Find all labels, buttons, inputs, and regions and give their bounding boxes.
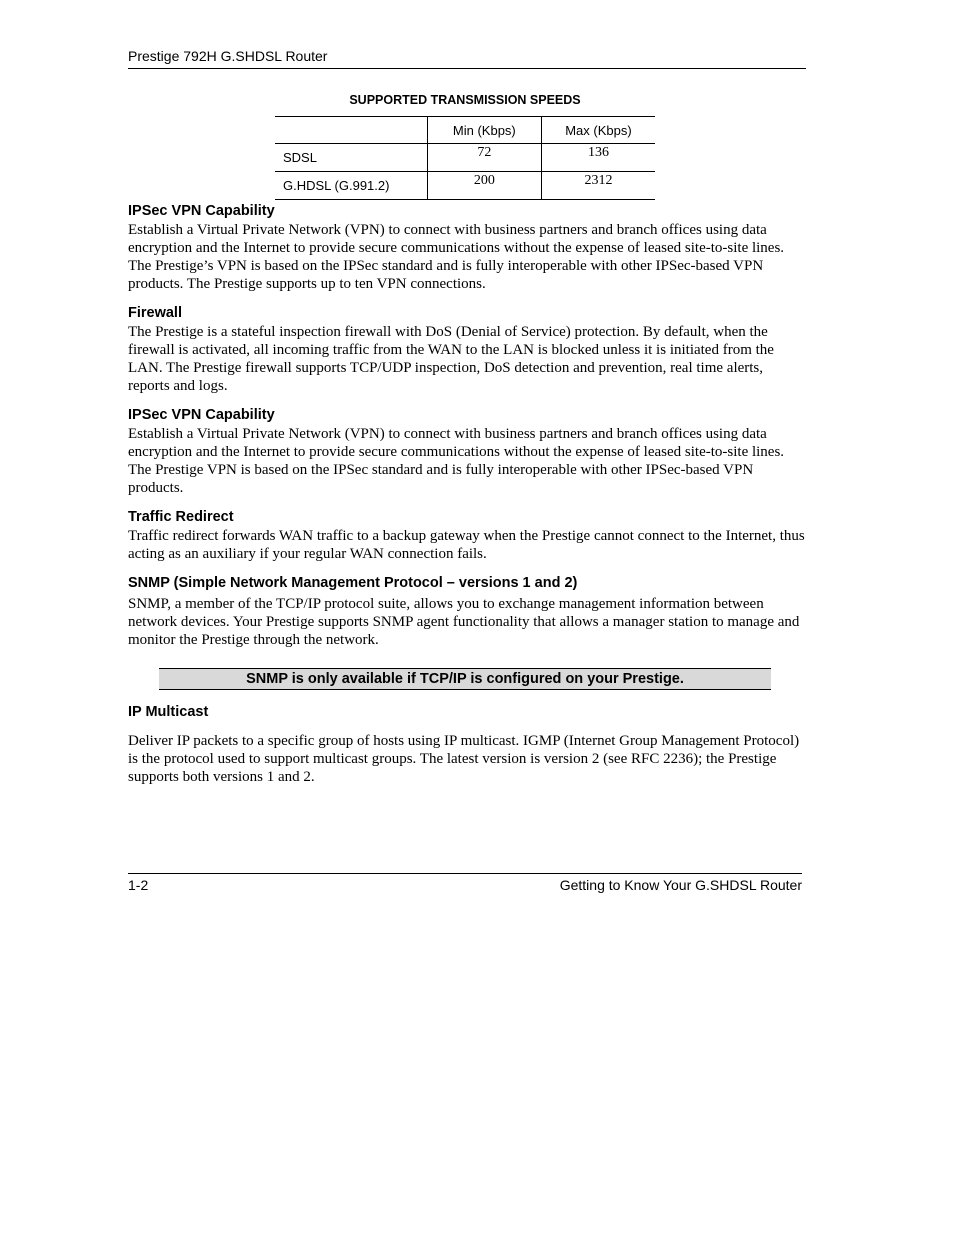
section-heading: IPSec VPN Capability bbox=[128, 407, 275, 423]
page-content bbox=[128, 201, 806, 786]
note-box: SNMP is only available if TCP/IP is configured on your Prestige. bbox=[159, 668, 771, 690]
section-body: Deliver IP packets to a specific group of hosts using IP multicast. IGMP (Internet Group Management Protocol) is the protocol used to support multicast groups. The latest version is version 2 (see RFC 2236); the Prestige supports both versions 1 and 2. bbox=[128, 733, 800, 785]
table-row bbox=[275, 172, 655, 200]
table-header-cell: Min (Kbps) bbox=[427, 117, 541, 144]
max-value: 2312 bbox=[541, 172, 655, 200]
max-value: 136 bbox=[541, 144, 655, 172]
section-body: Establish a Virtual Private Network (VPN) to connect with business partners and branch offices using data encryption and the Internet to provide secure communications without the expense of leased site-to-site lines. The Prestige’s VPN is based on the IPSec standard and is fully interoperable with other IPSec-based VPN products. The Prestige supports up to ten VPN connections. bbox=[128, 222, 785, 292]
page-number: 1-2 bbox=[128, 877, 149, 893]
table-title: SUPPORTED TRANSMISSION SPEEDS bbox=[349, 93, 581, 107]
chapter-title: Getting to Know Your G.SHDSL Router bbox=[559, 877, 802, 893]
section-heading: Traffic Redirect bbox=[128, 509, 234, 525]
row-label: G.HDSL (G.991.2) bbox=[275, 172, 427, 200]
section-heading: IP Multicast bbox=[128, 704, 209, 720]
transmission-speeds-table bbox=[275, 116, 655, 200]
table-header-cell: Max (Kbps) bbox=[541, 117, 655, 144]
table-row bbox=[275, 144, 655, 172]
min-value: 200 bbox=[427, 172, 541, 200]
section-body: Establish a Virtual Private Network (VPN) to connect with business partners and branch offices using data encryption and the Internet to provide secure communications without the expense of leased site-to-site lines. The Prestige VPN is based on the IPSec standard and is fully interoperable with other IPSec-based VPN products. bbox=[128, 426, 785, 496]
section-body: The Prestige is a stateful inspection firewall with DoS (Denial of Service) protection. By default, when the firewall is activated, all incoming traffic from the WAN to the LAN is blocked unless it is initiated from the LAN. The Prestige firewall supports TCP/UDP inspection, DoS detection and prevention, real time alerts, reports and logs. bbox=[128, 324, 774, 394]
min-value: 72 bbox=[427, 144, 541, 172]
section-heading: SNMP (Simple Network Management Protocol – versions 1 and 2) bbox=[128, 575, 578, 591]
section-body: SNMP, a member of the TCP/IP protocol suite, allows you to exchange management information between network devices. Your Prestige supports SNMP agent functionality that allows a manager station to manage and monitor the Prestige through the network. bbox=[128, 596, 800, 648]
table-header-row bbox=[275, 117, 655, 144]
section-heading: IPSec VPN Capability bbox=[128, 203, 275, 219]
section-body: Traffic redirect forwards WAN traffic to a backup gateway when the Prestige cannot connect to the Internet, thus acting as an auxiliary if your regular WAN connection fails. bbox=[128, 528, 805, 562]
table-header-cell bbox=[275, 117, 427, 144]
page-footer bbox=[128, 873, 802, 894]
section-heading: Firewall bbox=[128, 305, 182, 321]
header-title: Prestige 792H G.SHDSL Router bbox=[128, 48, 328, 64]
page-header bbox=[128, 46, 806, 69]
row-label: SDSL bbox=[275, 144, 427, 172]
